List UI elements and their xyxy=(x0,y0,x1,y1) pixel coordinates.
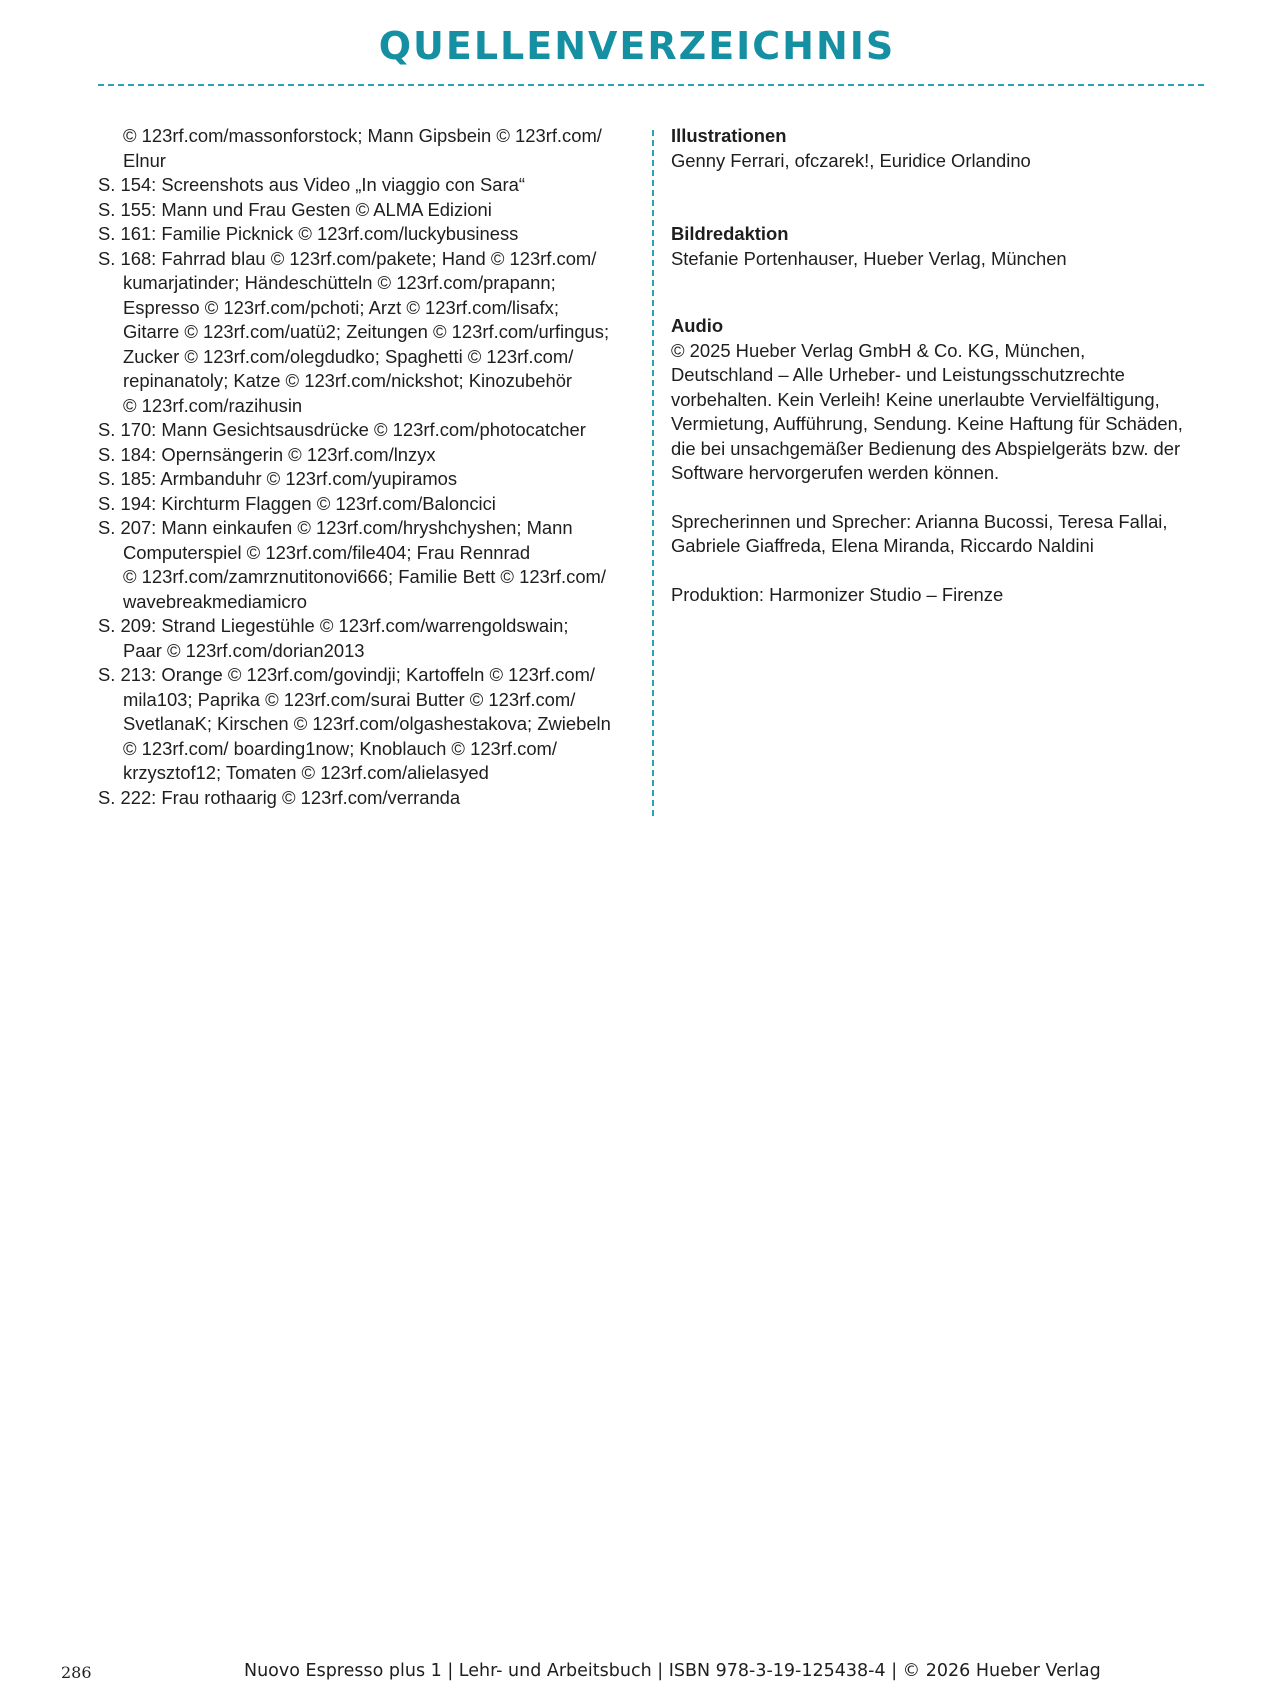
credit-entry: S. 185: Armbanduhr © 123rf.com/yupiramos xyxy=(98,468,458,489)
column-divider xyxy=(652,130,654,816)
credit-entry-continuation: © 123rf.com/ boarding1now; Knoblauch © 123rf.com/ xyxy=(123,737,557,759)
credit-entry-continuation: SvetlanaK; Kirschen © 123rf.com/olgashestakova; Zwiebeln xyxy=(123,713,611,734)
credit-entry-continuation: Computerspiel © 123rf.com/file404; Frau Rennrad xyxy=(123,541,531,563)
credit-entry: S. 207: Mann einkaufen © 123rf.com/hryshchyshen; Mann xyxy=(98,517,573,538)
credit-entry: S. 155: Mann und Frau Gesten © ALMA Edizioni xyxy=(98,198,492,220)
credit-entry: S. 168: Fahrrad blau © 123rf.com/pakete; Hand © 123rf.com/ xyxy=(98,247,597,269)
audio-line: Deutschland – Alle Urheber- und Leistungsschutzrechte xyxy=(671,364,1125,385)
credit-entry-continuation: Paar © 123rf.com/dorian2013 xyxy=(123,639,365,661)
audio-line: Software hervorgerufen werden können. xyxy=(671,462,1000,483)
illustrationen-text: Genny Ferrari, ofczarek!, Euridice Orlandino xyxy=(671,149,1031,171)
speakers-line: Gabriele Giaffreda, Elena Miranda, Riccardo Naldini xyxy=(671,535,1094,556)
audio-line: vorbehalten. Kein Verleih! Keine unerlaubte Vervielfältigung, xyxy=(671,388,1160,410)
credit-entry: S. 222: Frau rothaarig © 123rf.com/verranda xyxy=(98,786,461,808)
credit-entry: S. 184: Opernsängerin © 123rf.com/lnzyx xyxy=(98,443,436,465)
production-line: Produktion: Harmonizer Studio – Firenze xyxy=(671,583,1004,605)
credit-entry-continuation: © 123rf.com/zamrznutitonovi666; Familie Bett © 123rf.com/ xyxy=(123,566,606,587)
title-dashed-rule xyxy=(98,84,1204,86)
credit-entry-continuation: Gitarre © 123rf.com/uatü2; Zeitungen © 123rf.com/urfingus; xyxy=(123,321,610,342)
credit-entry: S. 154: Screenshots aus Video „In viaggio con Sara“ xyxy=(98,174,525,195)
credit-entry-continuation: © 123rf.com/razihusin xyxy=(123,394,303,416)
credit-entry: S. 213: Orange © 123rf.com/govindji; Kartoffeln © 123rf.com/ xyxy=(98,664,595,685)
credit-entry-continuation: kumarjatinder; Händeschütteln © 123rf.com/prapann; xyxy=(123,272,556,293)
audio-line: Vermietung, Aufführung, Sendung. Keine Haftung für Schäden, xyxy=(671,413,1183,434)
credit-entry-continuation: repinanatoly; Katze © 123rf.com/nickshot; Kinozubehör xyxy=(123,370,573,391)
bildredaktion-section xyxy=(671,222,1211,271)
audio-heading: Audio xyxy=(671,315,724,336)
bildredaktion-heading: Bildredaktion xyxy=(671,223,789,244)
credit-entry: S. 161: Familie Picknick © 123rf.com/luckybusiness xyxy=(98,223,519,244)
illustrationen-heading: Illustrationen xyxy=(671,125,787,146)
credit-entry-continuation: wavebreakmediamicro xyxy=(123,590,307,612)
page-number: 286 xyxy=(61,1663,92,1682)
page-title: QUELLENVERZEICHNIS xyxy=(378,24,896,68)
credit-entry-continuation: krzysztof12; Tomaten © 123rf.com/alielasyed xyxy=(123,762,489,783)
image-credits-column xyxy=(98,124,638,810)
audio-section xyxy=(671,314,1211,607)
audio-line: © 2025 Hueber Verlag GmbH & Co. KG, München, xyxy=(671,339,1086,361)
credit-entry: S. 170: Mann Gesichtsausdrücke © 123rf.com/photocatcher xyxy=(98,419,586,440)
credit-entry: S. 209: Strand Liegestühle © 123rf.com/warrengoldswain; xyxy=(98,615,569,636)
footer-citation: Nuovo Espresso plus 1 | Lehr- und Arbeitsbuch | ISBN 978-3-19-125438-4 | © 2026 Hueber Verlag xyxy=(244,1661,1101,1681)
credit-entry-continuation: Elnur xyxy=(123,149,166,171)
credit-entry-continuation: mila103; Paprika © 123rf.com/surai Butter © 123rf.com/ xyxy=(123,688,576,710)
speakers-line: Sprecherinnen und Sprecher: Arianna Bucossi, Teresa Fallai, xyxy=(671,510,1168,532)
credit-entry-continuation: © 123rf.com/massonforstock; Mann Gipsbein © 123rf.com/ xyxy=(123,125,602,146)
credit-entry: S. 194: Kirchturm Flaggen © 123rf.com/Baloncici xyxy=(98,492,496,514)
credit-entry-continuation: Zucker © 123rf.com/olegdudko; Spaghetti © 123rf.com/ xyxy=(123,345,574,367)
credit-entry-continuation: Espresso © 123rf.com/pchoti; Arzt © 123rf.com/lisafx; xyxy=(123,296,559,318)
bildredaktion-text: Stefanie Portenhauser, Hueber Verlag, München xyxy=(671,247,1067,269)
audio-line: die bei unsachgemäßer Bedienung des Abspielgeräts bzw. der xyxy=(671,437,1181,459)
illustrationen-section xyxy=(671,124,1211,173)
